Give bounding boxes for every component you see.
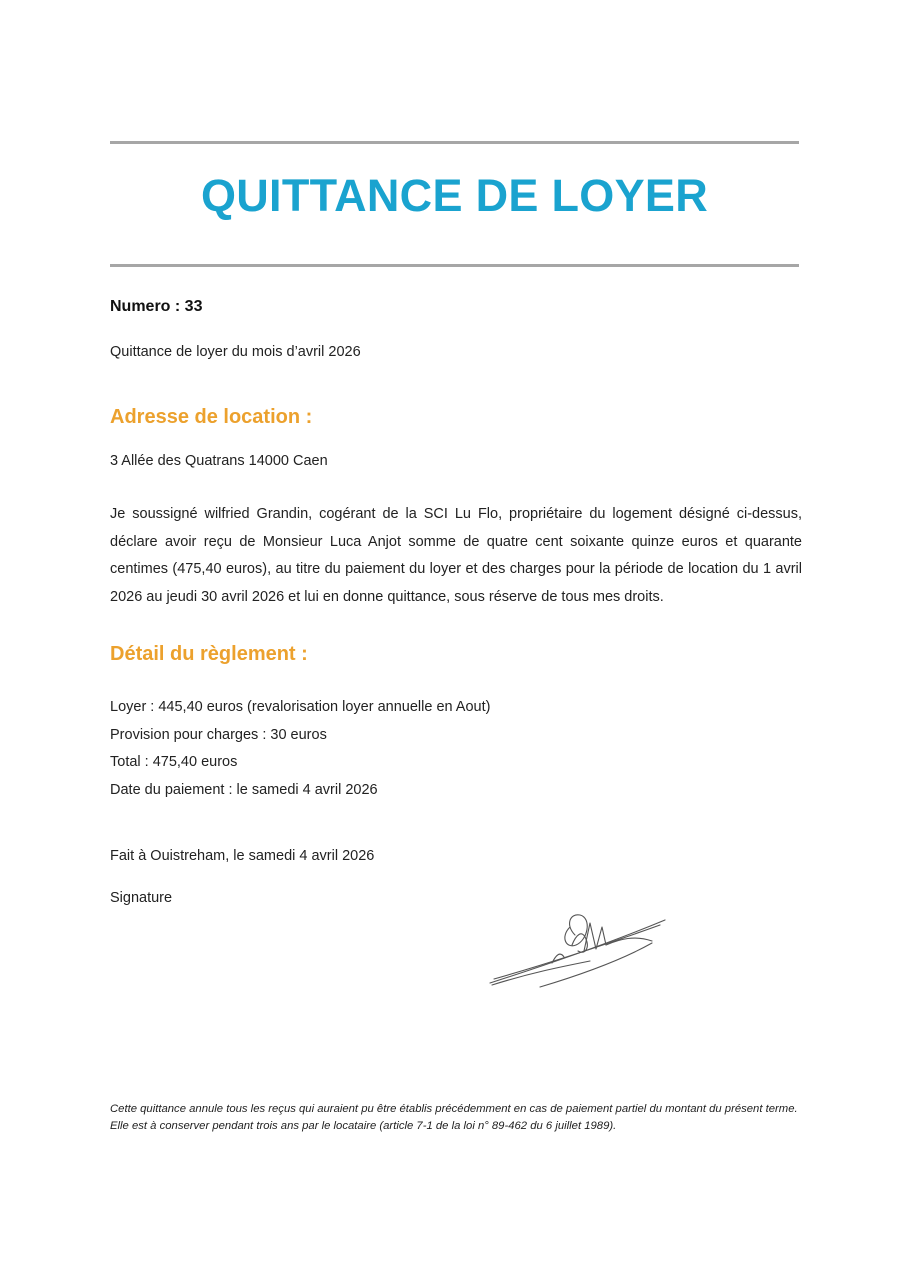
bottom-divider: [110, 264, 799, 267]
place-and-date: Fait à Ouistreham, le samedi 4 avril 2026: [110, 848, 375, 864]
rental-address: 3 Allée des Quatrans 14000 Caen: [110, 453, 328, 469]
legal-footer-note: Cette quittance annule tous les reçus qui auraient pu être établis précédemment en cas de paiement partiel du montant du présent terme. Elle est à conserver pendant trois ans par le locataire (article 7-1 de la loi n° 89-462 du 6 juillet 1989).: [110, 1103, 798, 1132]
detail-item-payment-date: Date du paiement : le samedi 4 avril 2026: [110, 781, 378, 798]
detail-item-total: Total : 475,40 euros: [110, 754, 238, 770]
detail-item-rent: Loyer : 445,40 euros (revalorisation loyer annuelle en Aout): [110, 699, 491, 715]
page-title: QUITTANCE DE LOYER: [200, 170, 709, 221]
detail-item-charges: Provision pour charges : 30 euros: [110, 726, 327, 743]
signature-label: Signature: [110, 890, 173, 906]
address-heading: Adresse de location :: [110, 406, 313, 428]
top-divider: [110, 141, 799, 144]
receipt-month: Quittance de loyer du mois d’avril 2026: [110, 344, 361, 360]
declaration-paragraph: Je soussigné wilfried Grandin, cogérant de la SCI Lu Flo, propriétaire du logement désigné ci-dessus, déclare avoir reçu de Monsieur Luca Anjot somme de quatre cent soixante quinze euros et quarante centimes (475,40 euros), au titre du paiement du loyer et des charges pour la période de location du 1 avril 2026 au jeudi 30 avril 2026 et lui en donne quittance, sous réserve de tous mes droits.: [110, 506, 802, 605]
receipt-number: Numero : 33: [110, 298, 203, 315]
handwritten-signature: [480, 905, 680, 995]
payment-detail-list: [110, 694, 490, 804]
payment-detail-heading: Détail du règlement :: [110, 643, 308, 665]
